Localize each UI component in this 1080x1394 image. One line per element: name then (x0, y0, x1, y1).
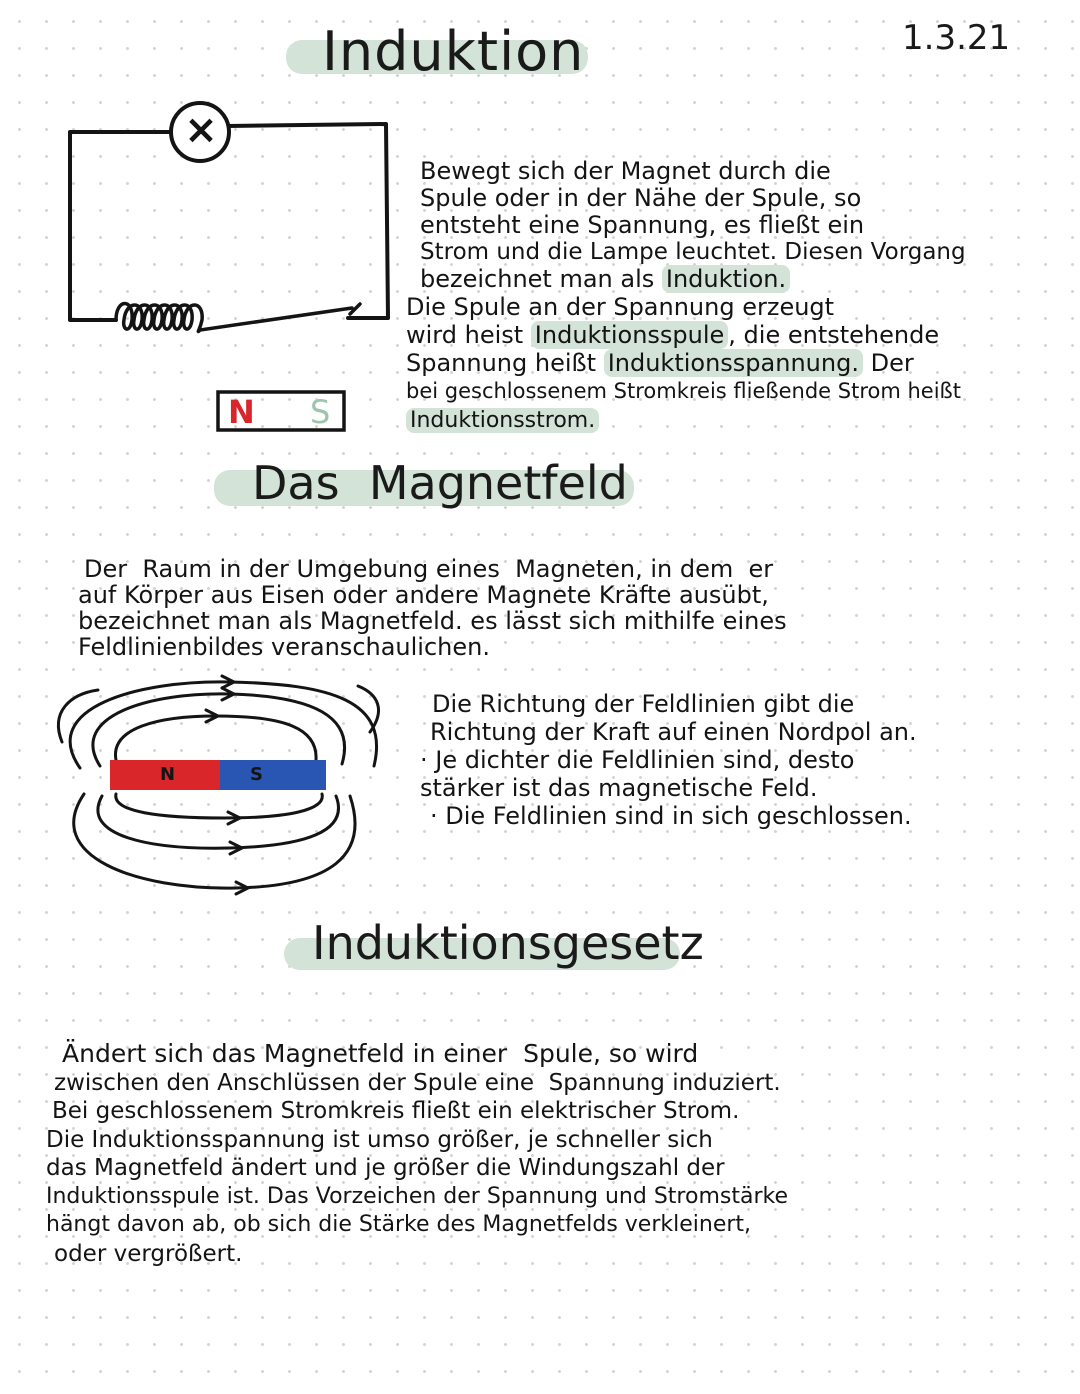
term-induktionsspule: Induktionsspule (531, 321, 729, 349)
gesetz-line: Die Induktionsspannung ist umso größer, je schneller sich (46, 1126, 713, 1153)
lamp-symbol: × (184, 107, 218, 153)
field-line (98, 796, 339, 848)
field-line (58, 690, 98, 742)
circuit-wire (70, 124, 388, 320)
induktion-line-text: bezeichnet man als (420, 265, 662, 293)
induktion-line (420, 266, 966, 293)
line8-text-b: Der (862, 349, 914, 377)
induktion-paragraph (420, 158, 966, 293)
induktion-terms-paragraph (406, 293, 961, 435)
magnetfeld-line: auf Körper aus Eisen oder andere Magnete Kräfte ausübt, (78, 581, 769, 609)
feldlinien-line: Richtung der Kraft auf einen Nordpol an. (430, 718, 917, 746)
magnet-south-label: S (310, 393, 331, 431)
term-induktionsspannung: Induktionsspannung. (604, 349, 863, 377)
gesetz-line: zwischen den Anschlüssen der Spule eine Spannung induziert. (54, 1069, 781, 1096)
field-magnet-n-label: N (160, 764, 176, 785)
feldlinien-notes (420, 690, 917, 830)
term-induktionsstrom: Induktionsstrom. (406, 408, 599, 433)
induktion-line (406, 405, 961, 435)
feldlinien-line: · Die Feldlinien sind in sich geschlossen. (430, 802, 912, 830)
page-date: 1.3.21 (902, 18, 1011, 58)
term-induktion: Induktion. (662, 265, 790, 293)
gesetz-line: Induktionsspule ist. Das Vorzeichen der Spannung und Stromstärke (46, 1183, 788, 1209)
field-lines-diagram (40, 672, 400, 912)
magnetfeld-line: Der Raum in der Umgebung eines Magneten, in dem er (84, 555, 774, 583)
circuit-diagram (60, 100, 400, 440)
magnetfeld-line: bezeichnet man als Magnetfeld. es lässt sich mithilfe eines (78, 607, 787, 635)
induktion-line (406, 321, 961, 349)
line8-text-a: Spannung heißt (406, 349, 604, 377)
magnetfeld-line: Feldlinienbildes veranschaulichen. (78, 633, 490, 661)
induktion-line: Strom und die Lampe leuchtet. Diesen Vorgang (420, 239, 966, 265)
line7-text-a: wird heist (406, 321, 531, 349)
induktion-line: Spule oder in der Nähe der Spule, so (420, 184, 862, 212)
magnet-south-pole (220, 760, 326, 790)
magnetfeld-intro (78, 556, 787, 660)
induktion-line (406, 349, 961, 377)
gesetz-line: Ändert sich das Magnetfeld in einer Spule, so wird (62, 1039, 699, 1068)
induktion-line: Die Spule an der Spannung erzeugt (406, 293, 835, 321)
induktion-line: entsteht eine Spannung, es fließt ein (420, 211, 865, 239)
gesetz-line: das Magnetfeld ändert und je größer die Windungszahl der (46, 1155, 725, 1181)
gesetz-line: oder vergrößert. (54, 1240, 243, 1267)
induktion-line: bei geschlossenem Stromkreis fließende Strom heißt (406, 379, 962, 403)
gesetz-line: Bei geschlossenem Stromkreis fließt ein elektrischer Strom. (52, 1098, 740, 1124)
magnetfeld-title: Das Magnetfeld (252, 456, 628, 510)
gesetz-line: hängt davon ab, ob sich die Stärke des Magnetfelds verkleinert, (46, 1212, 752, 1237)
magnet-north-label: N (228, 393, 255, 431)
field-magnet-s-label: S (250, 764, 263, 785)
feldlinien-line: stärker ist das magnetische Feld. (420, 774, 818, 802)
induktion-line: Bewegt sich der Magnet durch die (420, 157, 831, 185)
coil-icon (116, 304, 360, 332)
feldlinien-line: · Je dichter die Feldlinien sind, desto (420, 746, 855, 774)
induktionsgesetz-paragraph (46, 1040, 788, 1268)
line7-text-b: , die entstehende (728, 321, 940, 349)
induktionsgesetz-title: Induktionsgesetz (312, 916, 704, 970)
page-title: Induktion (322, 20, 585, 83)
feldlinien-line: Die Richtung der Feldlinien gibt die (432, 690, 855, 718)
field-line (116, 794, 323, 818)
field-line (115, 716, 316, 760)
